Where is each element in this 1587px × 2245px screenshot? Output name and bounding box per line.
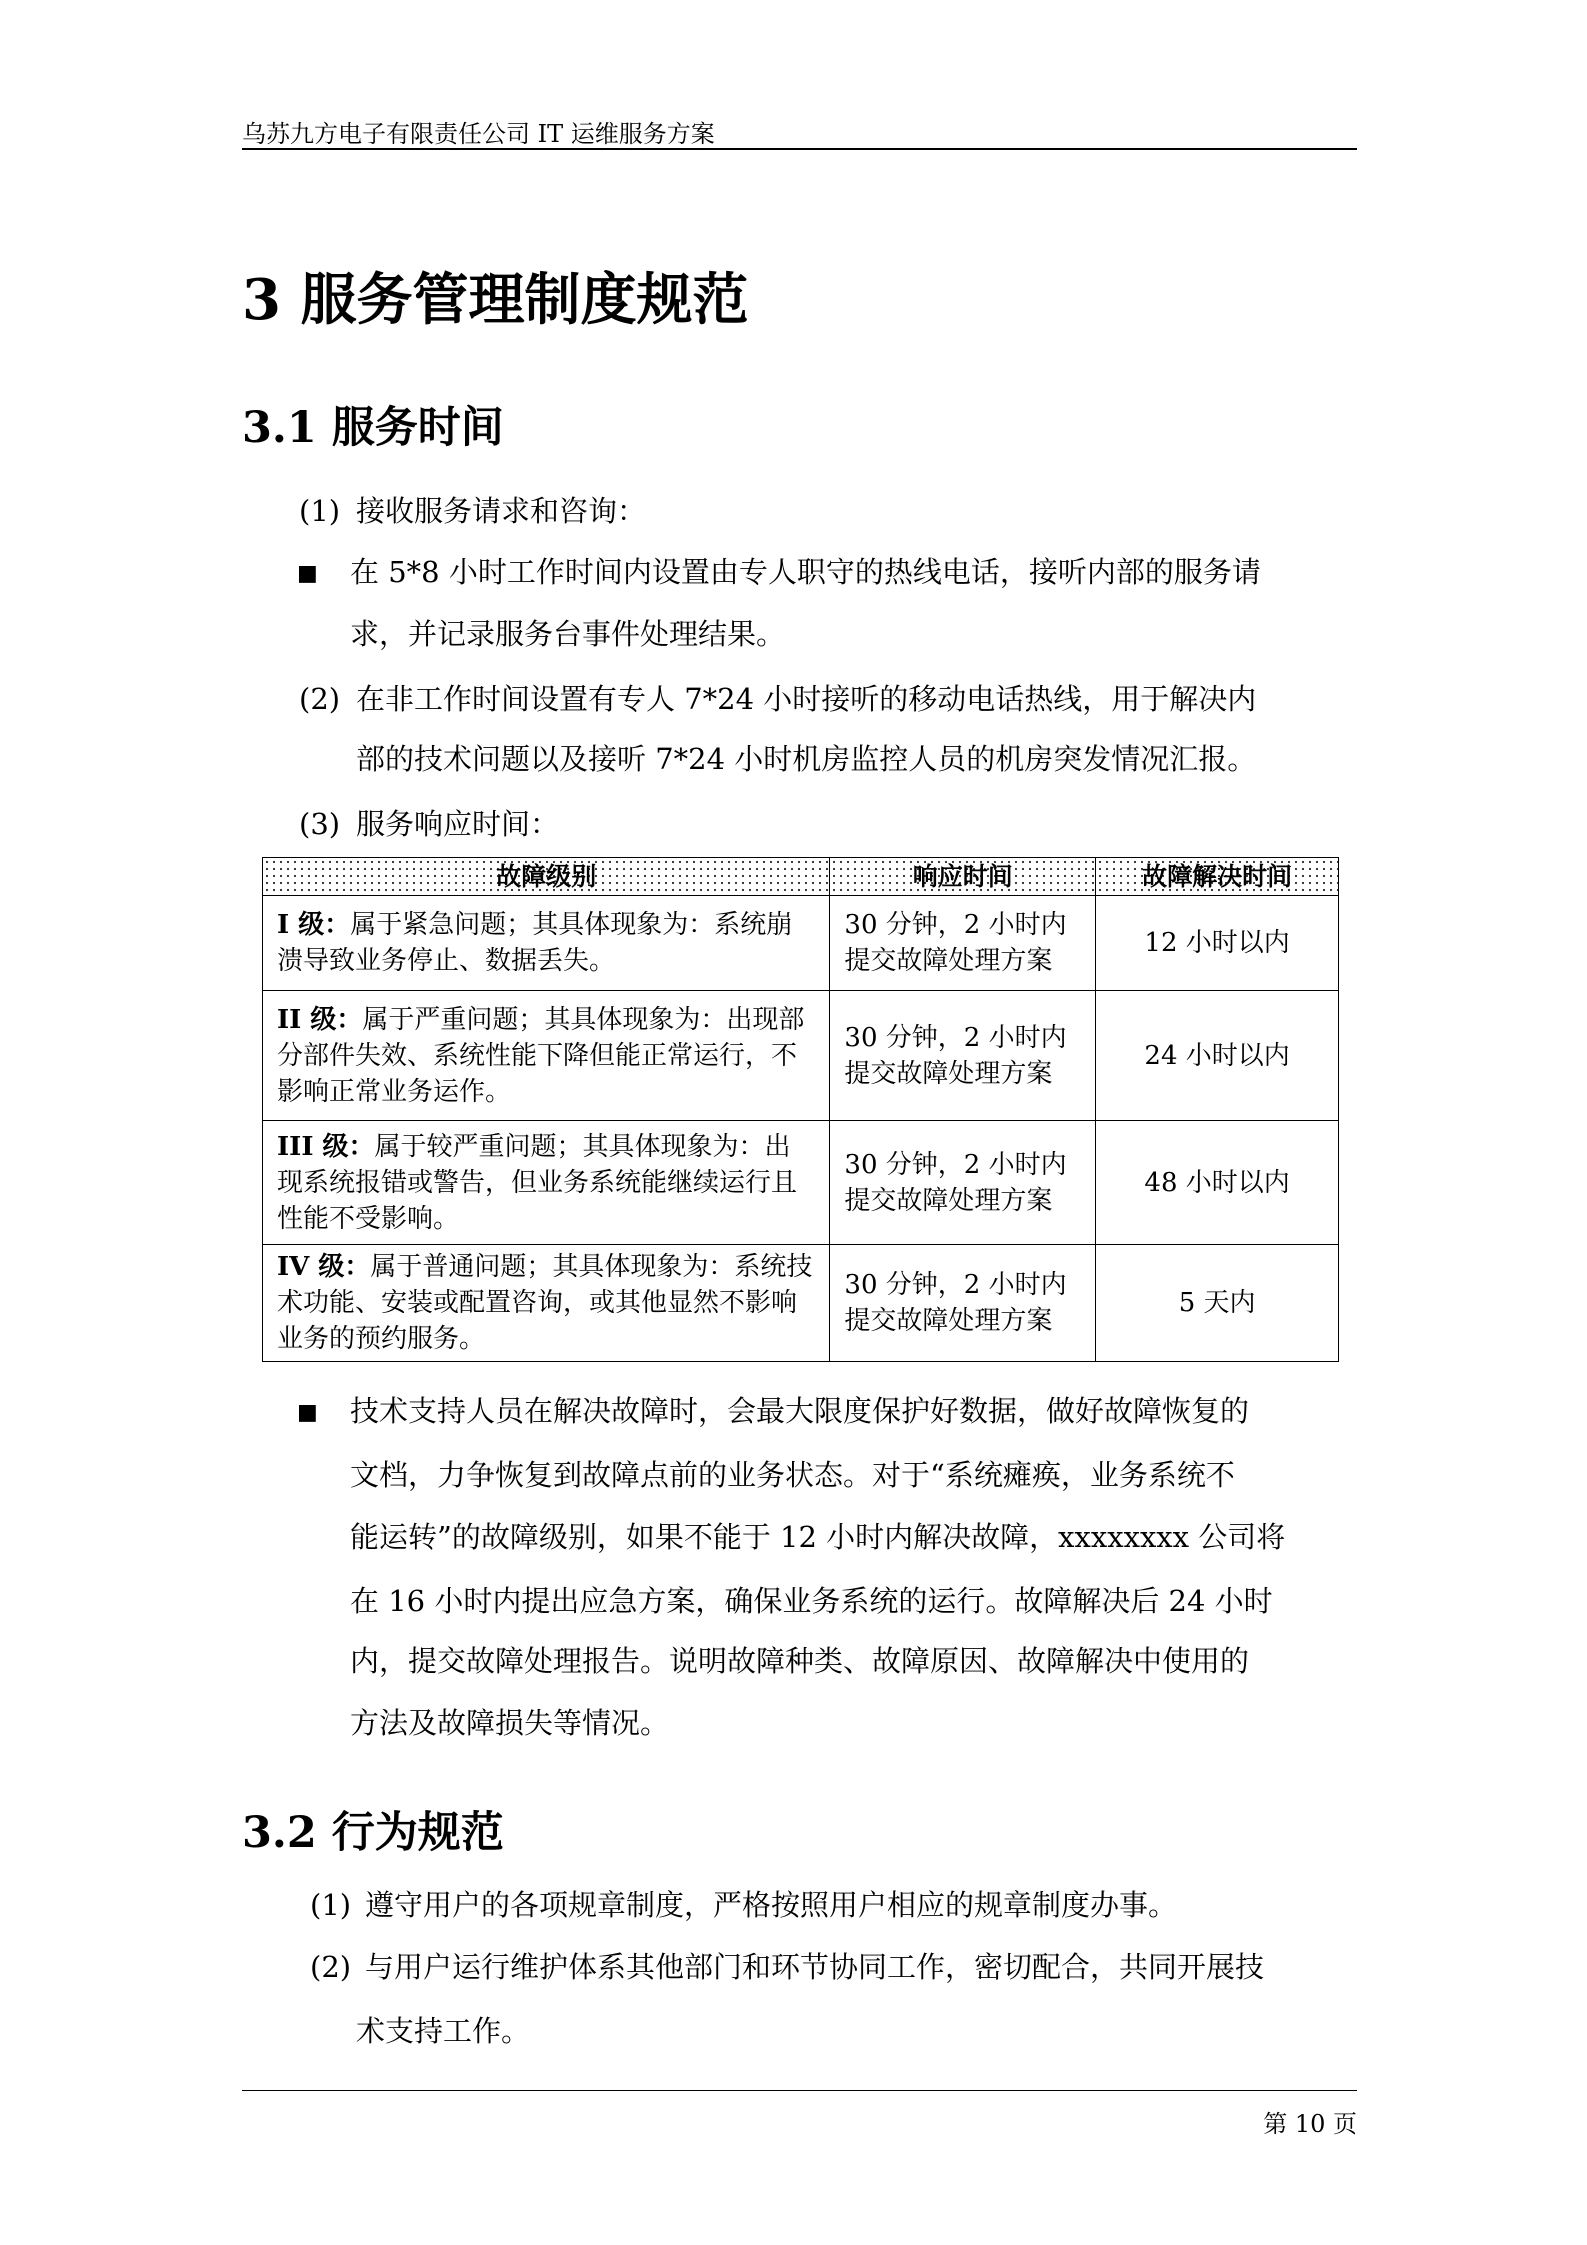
response-line: 提交故障处理方案 xyxy=(844,946,1053,976)
response-line: 提交故障处理方案 xyxy=(844,1058,1053,1089)
resolve-cell: 48 小时以内 xyxy=(1096,1121,1339,1245)
bullet-line: 技术支持人员在解决故障时，会最大限度保护好数据，做好故障恢复的 xyxy=(350,1394,1250,1428)
table-row xyxy=(263,991,1339,1121)
level-label: I 级： xyxy=(277,910,351,940)
bullet-line: 在 5*8 小时工作时间内设置由专人职守的热线电话，接听内部的服务请 xyxy=(350,555,1261,589)
footer-divider xyxy=(242,2090,1357,2091)
item-text: 服务响应时间： xyxy=(356,807,560,841)
bullet-line: 求，并记录服务台事件处理结果。 xyxy=(350,617,786,651)
item-line: 在非工作时间设置有专人 7*24 小时接听的移动电话热线，用于解决内 xyxy=(356,682,1257,716)
item-num: (3) xyxy=(299,807,341,841)
item-line: 与用户运行维护体系其他部门和环节协同工作，密切配合，共同开展技 xyxy=(365,1950,1265,1984)
bullet-line: 方法及故障损失等情况。 xyxy=(350,1706,670,1740)
chapter-heading: 3 服务管理制度规范 xyxy=(242,267,749,333)
bullet-square-icon: ■ xyxy=(297,1400,318,1425)
bullet-line: 文档，力争恢复到故障点前的业务状态。对于“系统瘫痪，业务系统不 xyxy=(350,1458,1235,1492)
col-header: 故障解决时间 xyxy=(1096,858,1339,896)
level-cell xyxy=(263,896,830,991)
level-cell xyxy=(263,991,830,1121)
item-num: (2) xyxy=(299,682,341,716)
level-desc: 属于严重问题；其具体现象为：出现部分部件失效、系统性能下降但能正常运行，不影响正常业务运作。 xyxy=(277,1004,805,1107)
item-text: 接收服务请求和咨询： xyxy=(356,494,647,528)
table-row xyxy=(263,1245,1339,1362)
level-desc: 属于较严重问题；其具体现象为：出现系统报错或警告，但业务系统能继续运行且性能不受影响。 xyxy=(277,1131,798,1234)
response-cell xyxy=(830,1121,1096,1245)
level-label: II 级： xyxy=(277,1004,363,1035)
response-cell xyxy=(830,991,1096,1121)
response-line: 30 分钟，2 小时内 xyxy=(844,1022,1067,1053)
resolve-cell: 12 小时以内 xyxy=(1096,896,1339,991)
fault-level-table xyxy=(262,857,1339,1362)
response-line: 提交故障处理方案 xyxy=(844,1185,1053,1216)
level-desc: 属于紧急问题；其具体现象为：系统崩溃导致业务停止、数据丢失。 xyxy=(277,910,793,976)
item-line: 术支持工作。 xyxy=(356,2014,531,2048)
page-number: 第 10 页 xyxy=(1263,2110,1357,2138)
item-text: 遵守用户的各项规章制度，严格按照用户相应的规章制度办事。 xyxy=(365,1888,1178,1922)
response-line: 30 分钟，2 小时内 xyxy=(844,1149,1067,1180)
level-label: IV 级： xyxy=(277,1252,371,1282)
response-line: 30 分钟，2 小时内 xyxy=(844,1270,1067,1300)
resolve-cell: 24 小时以内 xyxy=(1096,991,1339,1121)
header-divider xyxy=(242,148,1357,150)
item-line: 部的技术问题以及接听 7*24 小时机房监控人员的机房突发情况汇报。 xyxy=(356,742,1257,776)
response-line: 30 分钟，2 小时内 xyxy=(844,910,1067,940)
section-heading-3-2: 3.2 行为规范 xyxy=(242,1808,504,1858)
running-header: 乌苏九方电子有限责任公司 IT 运维服务方案 xyxy=(242,120,715,148)
item-num: (1) xyxy=(310,1888,352,1922)
response-cell xyxy=(830,896,1096,991)
response-line: 提交故障处理方案 xyxy=(844,1306,1053,1336)
col-header: 故障级别 xyxy=(263,858,830,896)
level-cell xyxy=(263,1245,830,1362)
bullet-line: 能运转”的故障级别，如果不能于 12 小时内解决故障，xxxxxxxx 公司将 xyxy=(350,1520,1286,1554)
table-row xyxy=(263,896,1339,991)
response-cell xyxy=(830,1245,1096,1362)
col-header: 响应时间 xyxy=(830,858,1096,896)
level-desc: 属于普通问题；其具体现象为：系统技术功能、安装或配置咨询，或其他显然不影响业务的预约服务。 xyxy=(277,1252,813,1354)
section-heading-3-1: 3.1 服务时间 xyxy=(242,403,504,453)
level-cell xyxy=(263,1121,830,1245)
bullet-line: 内，提交故障处理报告。说明故障种类、故障原因、故障解决中使用的 xyxy=(350,1644,1250,1678)
table-row xyxy=(263,1121,1339,1245)
resolve-cell: 5 天内 xyxy=(1096,1245,1339,1362)
bullet-line: 在 16 小时内提出应急方案，确保业务系统的运行。故障解决后 24 小时 xyxy=(350,1584,1273,1618)
item-num: (1) xyxy=(299,494,341,528)
item-num: (2) xyxy=(310,1950,352,1984)
bullet-square-icon: ■ xyxy=(297,561,318,586)
level-label: III 级： xyxy=(277,1131,375,1162)
table-header-row xyxy=(263,858,1339,896)
